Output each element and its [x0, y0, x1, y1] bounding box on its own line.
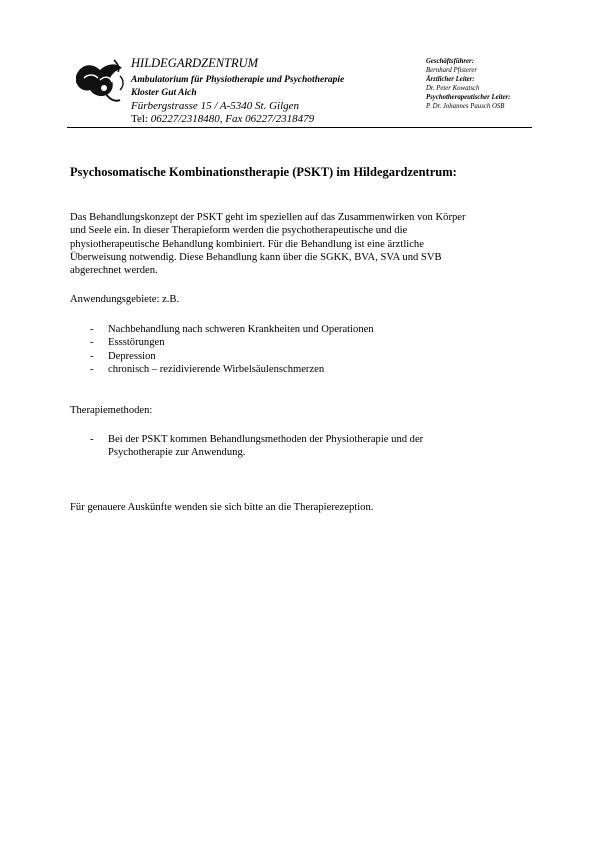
center-location: Kloster Gut Aich: [131, 88, 197, 98]
list-item: - chronisch – rezidivierende Wirbelsäulenschmerzen: [90, 363, 325, 375]
list-item: - Nachbehandlung nach schweren Krankheiten und Operationen: [90, 324, 374, 335]
dove-logo-icon: [70, 56, 126, 106]
paragraph-line: physiotherapeutische Behandlung kombiniert. Für die Behandlung ist eine ärztliche: [70, 238, 424, 250]
phone-fax-line: [131, 113, 314, 125]
paragraph-line: abgerechnet werden.: [70, 265, 158, 277]
list-item: - Essstörungen: [90, 337, 165, 349]
center-name: HILDEGARDZENTRUM: [131, 56, 259, 70]
managing-director-label: Geschäftsführer:: [426, 58, 474, 65]
therapy-methods-list: [70, 433, 424, 460]
dash-bullet: -: [90, 337, 94, 349]
application-areas-list: [70, 323, 374, 376]
dash-bullet: -: [90, 350, 94, 362]
application-areas-label: Anwendungsgebiete: z.B.: [70, 294, 180, 305]
center-subtitle: Ambulatorium für Physiotherapie und Psychotherapie: [131, 75, 345, 85]
list-item: - Depression: [90, 350, 156, 362]
dash-bullet: -: [90, 363, 94, 375]
address: Fürbergstrasse 15 / A-5340 St. Gilgen: [131, 100, 300, 112]
psychotherapy-director-label: Psychotherapeutischer Leiter:: [426, 94, 511, 101]
dash-bullet: -: [90, 324, 94, 335]
managing-director-name: Bernhard Pfisterer: [426, 67, 478, 74]
tel-numbers: 06227/2318480, Fax 06227/2318479: [150, 113, 315, 125]
medical-director-label: Ärztlicher Leiter:: [426, 76, 475, 83]
paragraph-line: Das Behandlungskonzept der PSKT geht im speziellen auf das Zusammenwirken von Körper: [70, 212, 466, 223]
psychotherapy-director-name: P. Dr. Johannes Pausch OSB: [426, 103, 505, 110]
paragraph-line: und Seele ein. In dieser Therapieform werden die psychotherapeutische und die: [70, 225, 408, 237]
header-divider: [67, 127, 532, 128]
paragraph-line: Überweisung notwendig. Diese Behandlung kann über die SGKK, BVA, SVA und SVB: [70, 251, 442, 263]
dash-bullet: -: [90, 434, 94, 445]
closing-note: Für genauere Auskünfte wenden sie sich bitte an die Therapierezeption.: [70, 502, 374, 513]
therapy-methods-label: Therapiemethoden:: [70, 405, 153, 416]
document-heading: Psychosomatische Kombinationstherapie (PSKT) im Hildegardzentrum:: [70, 165, 457, 179]
intro-paragraph: [70, 211, 540, 277]
tel-label: Tel:: [131, 113, 151, 125]
medical-director-name: Dr. Peter Kowatsch: [426, 85, 480, 92]
list-item: - Bei der PSKT kommen Behandlungsmethoden der Physiotherapie und der: [90, 434, 424, 445]
list-item-continuation: Psychotherapie zur Anwendung.: [108, 447, 246, 459]
